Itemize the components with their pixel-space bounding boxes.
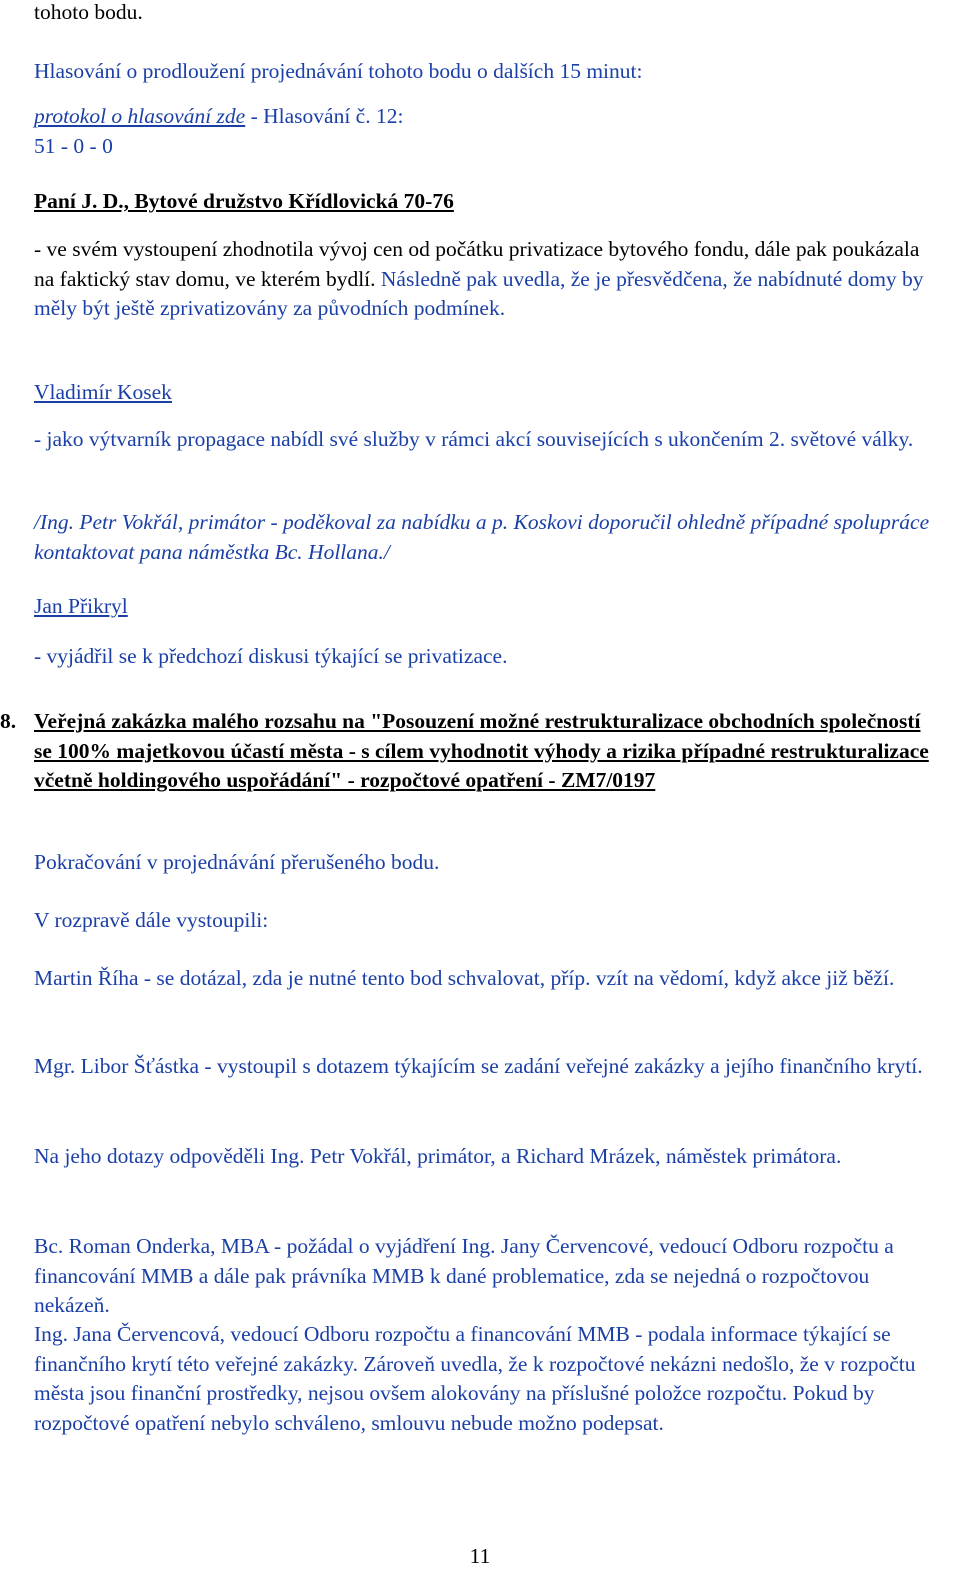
debate-item-1: Martin Říha - se dotázal, zda je nutné tento bod schvalovat, příp. vzít na vědomí, když akce již běží. [34,966,895,990]
page-number: 11 [469,1544,491,1568]
debate-item-3: Na jeho dotazy odpověděli Ing. Petr Vokřál, primátor, a Richard Mrázek, náměstek primátora. [34,1144,842,1168]
speaker1-text-a: - ve svém vystoupení zhodnotila vývoj cen od počátku privatizace bytového fondu, dále pak poukázala na faktický stav domu, ve kterém bydlí. [34,237,920,291]
top-fragment: tohoto bodu. [34,0,143,24]
section-8-number: 8. [0,709,17,733]
continuation-note: Pokračování v projednávání přerušeného bodu. [34,850,440,874]
debate-item-2: Mgr. Libor Šťástka - vystoupil s dotazem týkajícím se zadání veřejné zakázky a jejího finančního krytí. [34,1054,923,1078]
speaker3-name: Jan Přikryl [34,594,128,618]
debate-item-5: Ing. Jana Červencová, vedoucí Odboru rozpočtu a financování MMB - podala informace týkající se finančního krytí této veřejné zakázky. Zároveň uvedla, že k rozpočtové nekázni nedošlo, že v rozpočtu města jsou finanční prostředky, nejsou ovšem alokovány na příslušné položce rozpočtu. Pokud by rozpočtové opatření nebylo schváleno, smlouvu nebude možno podepsat. [34,1322,916,1435]
speaker1-text [34,235,934,324]
mayor-note: /Ing. Petr Vokřál, primátor - poděkoval za nabídku a p. Koskovi doporučil ohledně případné spolupráce kontaktovat pana náměstka Bc. Hollana./ [34,510,930,564]
debate-item-4: Bc. Roman Onderka, MBA - požádal o vyjádření Ing. Jany Červencové, vedoucí Odboru rozpočtu a financování MMB a dále pak právníka MMB k dané problematice, zda se nejedná o rozpočtovou nekázeň. [34,1234,894,1317]
speaker2-text: - jako výtvarník propagace nabídl své služby v rámci akcí souvisejících s ukončením 2. světové války. [34,427,914,451]
speaker1-name: Paní J. D., Bytové družstvo Křídlovická 70-76 [34,189,454,213]
debate-intro: V rozpravě dále vystoupili: [34,908,269,932]
vote-protocol-link[interactable]: protokol o hlasování zde [34,104,246,128]
section-8-title: Veřejná zakázka malého rozsahu na "Posouzení možné restrukturalizace obchodních společností se 100% majetkovou účastí města - s cílem vyhodnotit výhody a rizika případné restrukturalizace včetně holdingového uspořádání" - rozpočtové opatření - ZM7/0197 [34,709,929,792]
section-8-heading [0,707,934,796]
speaker3-text: - vyjádřil se k předchozí diskusi týkající se privatizace. [34,644,508,668]
speaker1-text-b: Následně pak uvedla, že je přesvědčena, že nabídnuté domy by měly být ještě zprivatizovány za původních podmínek. [34,266,924,320]
vote-line [34,102,934,132]
vote-result: 51 - 0 - 0 [34,134,113,158]
vote-label: - Hlasování č. 12: [245,104,404,128]
vote-intro: Hlasování o prodloužení projednávání tohoto bodu o dalších 15 minut: [34,59,643,83]
speaker2-name: Vladimír Kosek [34,380,172,404]
